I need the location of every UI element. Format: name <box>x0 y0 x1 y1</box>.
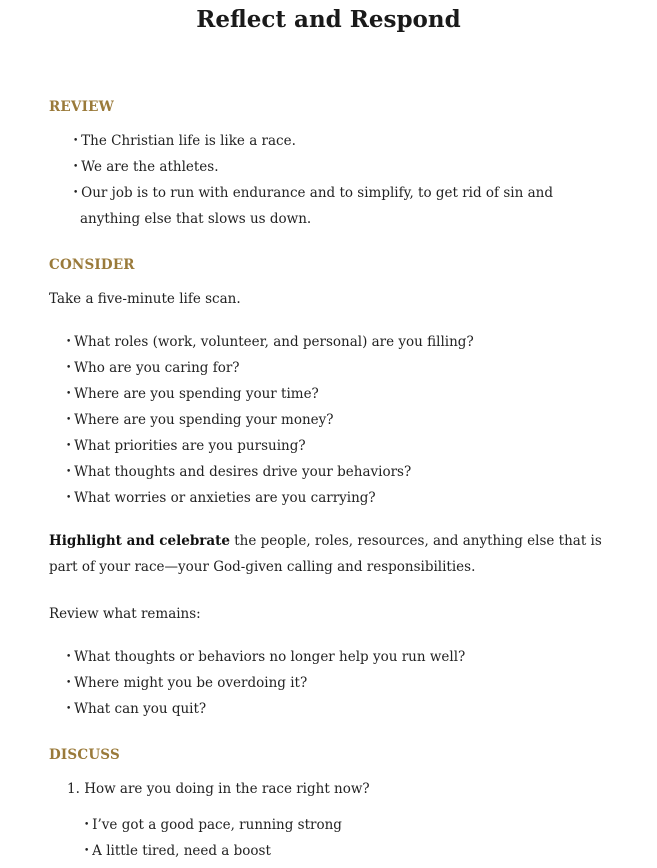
question-item <box>67 776 607 802</box>
page-title: Reflect and Respond <box>196 6 461 33</box>
list-item: • Where might you be overdoing it? <box>66 670 606 696</box>
question-number: 1. <box>67 781 80 797</box>
highlight-text: the people, roles, resources, and anything else that is part of your race—your God-given calling and responsibilities. <box>49 533 602 575</box>
question-options <box>84 812 604 864</box>
list-item: • What worries or anxieties are you carrying? <box>66 485 606 511</box>
consider-heading: CONSIDER <box>49 257 135 273</box>
list-item: • We are the athletes. <box>66 154 606 180</box>
list-item: • Who are you caring for? <box>66 355 606 381</box>
list-item: • The Christian life is like a race. <box>66 128 606 154</box>
list-item: • What roles (work, volunteer, and personal) are you filling? <box>66 329 606 355</box>
list-item: • What priorities are you pursuing? <box>66 433 606 459</box>
question-text: How are you doing in the race right now? <box>84 781 370 797</box>
list-item: • What thoughts and desires drive your behaviors? <box>66 459 606 485</box>
list-item: • What can you quit? <box>66 696 606 722</box>
review-remains-label: Review what remains: <box>49 606 201 622</box>
highlight-bold-text: Highlight and celebrate <box>49 533 230 549</box>
discuss-heading: DISCUSS <box>49 747 120 763</box>
remains-list <box>66 644 606 722</box>
list-item: • Our job is to run with endurance and to simplify, to get rid of sin and anything else that slows us down. <box>66 180 606 232</box>
review-list <box>66 128 606 232</box>
list-item: • Where are you spending your time? <box>66 381 606 407</box>
list-item: • Where are you spending your money? <box>66 407 606 433</box>
consider-intro: Take a five-minute life scan. <box>49 291 241 307</box>
list-item: • What thoughts or behaviors no longer help you run well? <box>66 644 606 670</box>
option-item: • I’ve got a good pace, running strong <box>84 812 604 838</box>
review-heading: REVIEW <box>49 99 114 115</box>
consider-list <box>66 329 606 511</box>
option-item: • A little tired, need a boost <box>84 838 604 864</box>
highlight-paragraph <box>49 528 609 580</box>
discuss-questions <box>67 776 607 802</box>
